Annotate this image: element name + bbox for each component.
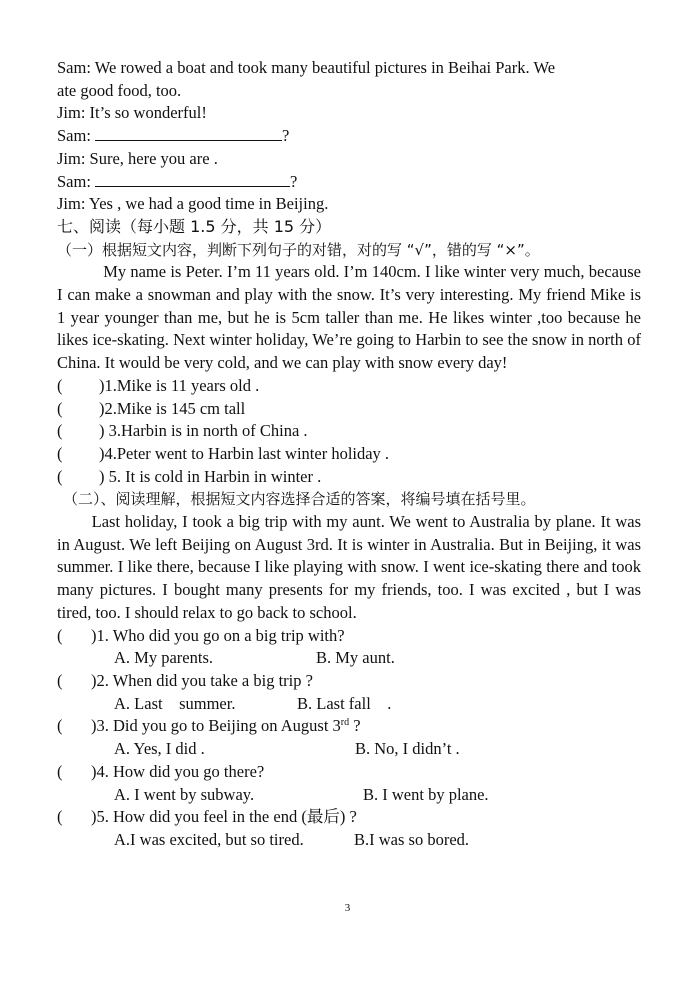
options-row [57,693,641,716]
options-row [57,784,641,807]
part1-instruction: （一）根据短文内容，判断下列句子的对错，对的写 “√”，错的写 “×”。 [57,240,540,259]
answer-paren[interactable]: ( [57,807,63,827]
choice-question [57,715,641,738]
option-a: A. My parents. [114,648,213,668]
choice-question [57,761,641,784]
ordinal-suffix: rd [340,717,350,729]
dialogue-line-1: Sam: We rowed a boat and took many beautiful pictures in Beihai Park. We [57,58,556,77]
choice-question [57,625,641,648]
section-heading: 七、阅读（每小题 1.5 分，共 15 分） [57,216,332,236]
item-text: )4.Peter went to Harbin last winter holiday . [99,443,390,463]
item-text: ) 3.Harbin is in north of China . [99,421,308,441]
option-b: B. My aunt. [316,648,395,668]
option-b: B. Last fall . [297,693,392,713]
answer-paren[interactable]: ( [57,375,63,395]
question-text: )5. How did you feel in the end (最后) ? [91,807,357,827]
option-b: B.I was so bored. [354,829,470,849]
options-row [57,647,641,670]
option-a: A. I went by subway. [114,784,255,804]
part2-instruction: （二）、阅读理解，根据短文内容选择合适的答案，将编号填在括号里。 [63,490,536,509]
worksheet-page [57,57,641,852]
option-b: B. No, I didn’t . [355,739,460,759]
answer-paren[interactable]: ( [57,443,63,463]
answer-blank[interactable] [95,125,282,141]
question-mark: ? [290,171,298,191]
option-a: A. Last summer. [114,693,236,713]
dialogue-line-5: Jim: Sure, here you are . [57,148,218,168]
question-end: ? [349,716,361,736]
dialogue-line-7: Jim: Yes , we had a good time in Beijing. [57,194,329,214]
judge-item [57,398,641,421]
options-row [57,738,641,761]
answer-blank[interactable] [95,171,290,187]
question-text: )1. Who did you go on a big trip with? [91,625,345,645]
dialogue-blank-line-1 [57,125,641,148]
answer-paren[interactable]: ( [57,716,63,736]
speaker-label: Sam: [57,171,96,191]
answer-paren[interactable]: ( [57,625,63,645]
judge-item [57,443,641,466]
judge-item [57,420,641,443]
item-text: ) 5. It is cold in Harbin in winter . [99,466,322,486]
option-a: A.I was excited, but so tired. [114,829,304,849]
option-b: B. I went by plane. [363,784,489,804]
dialogue-line-3: Jim: It’s so wonderful! [57,103,207,123]
judge-item [57,375,641,398]
options-row [57,829,641,852]
choice-question [57,806,641,829]
question-mark: ? [282,126,290,146]
speaker-label: Sam: [57,126,96,146]
answer-paren[interactable]: ( [57,670,63,690]
dialogue-line-2: ate good food, too. [57,80,182,100]
part1-passage: My name is Peter. I’m 11 years old. I’m 140cm. I like winter very much, because I can make a snowman and play with the snow. It’s very interesting. My friend Mike is 1 year younger than me, but he is 5cm taller than me. He likes winter ,too because he likes ice-skating. Next winter holiday, We’re going to Harbin to see the snow in north of China. It would be very cold, and we can play with snow every day! [57,262,641,373]
question-text: )3. Did you go to Beijing on August 3 [91,716,341,736]
answer-paren[interactable]: ( [57,398,63,418]
answer-paren[interactable]: ( [57,466,63,486]
item-text: )1.Mike is 11 years old . [99,375,260,395]
dialogue-blank-line-2 [57,171,641,194]
answer-paren[interactable]: ( [57,761,63,781]
question-text: )2. When did you take a big trip ? [91,670,313,690]
question-text: )4. How did you go there? [91,761,265,781]
item-text: )2.Mike is 145 cm tall [99,398,246,418]
option-a: A. Yes, I did . [114,739,205,759]
judge-item [57,466,641,489]
choice-question [57,670,641,693]
page-number: 3 [344,902,351,914]
answer-paren[interactable]: ( [57,421,63,441]
part2-passage: Last holiday, I took a big trip with my aunt. We went to Australia by plane. It was in August. We left Beijing on August 3rd. It is winter in Australia. But in Beijing, it was summer. I like there, because I like playing with snow. I went ice-skating there and took many pictures. I bought many presents for my friends, too. I was excited , but I was tired, too. I should relax to go back to school. [57,512,641,622]
